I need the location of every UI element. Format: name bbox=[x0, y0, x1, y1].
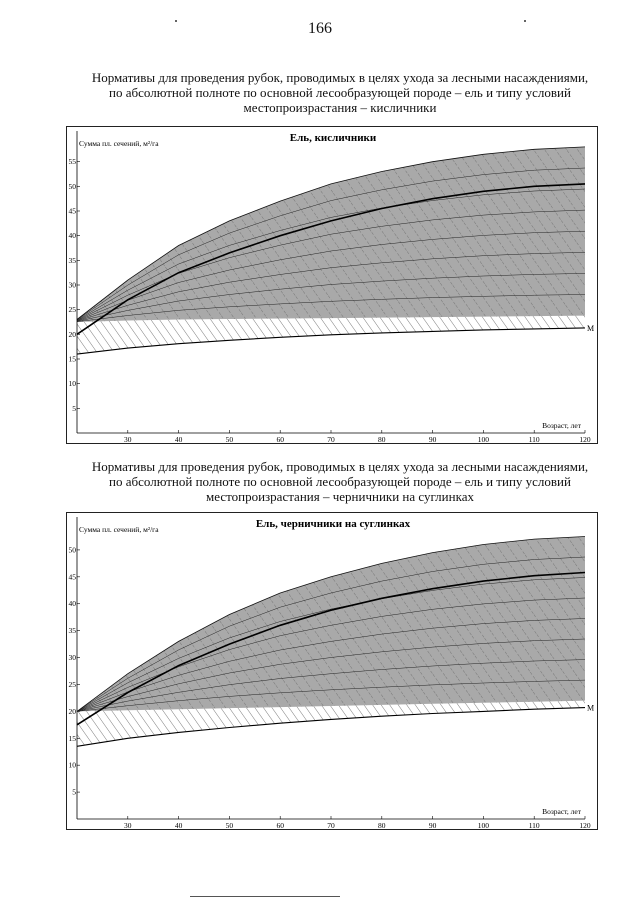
x-tick-label: 50 bbox=[225, 821, 234, 830]
x-tick-label: 120 bbox=[579, 435, 591, 444]
y-tick-label: 35 bbox=[68, 255, 76, 265]
x-tick-label: 80 bbox=[378, 435, 386, 444]
y-axis-label: Сумма пл. сечений, м²/га bbox=[79, 139, 159, 148]
x-tick-label: 70 bbox=[327, 435, 335, 444]
chart-spruce-oxalis bbox=[66, 126, 598, 444]
y-tick-label: 5 bbox=[72, 787, 76, 797]
caption-line: Нормативы для проведения рубок, проводимых в целях ухода за лесными насаждениями, bbox=[91, 459, 589, 474]
y-tick-label: 15 bbox=[68, 733, 76, 743]
x-axis-label: Возраст, лет bbox=[542, 421, 581, 430]
caption-line: по абсолютной полноте по основной лесообразующей породе – ель и типу условий bbox=[109, 85, 571, 100]
x-tick-label: 100 bbox=[477, 435, 490, 444]
y-tick-label: 30 bbox=[68, 280, 76, 290]
y-tick-label: 40 bbox=[68, 231, 76, 241]
y-tick-label: 35 bbox=[68, 626, 76, 636]
chart-title: Ель, черничники на суглинках bbox=[255, 518, 411, 530]
y-tick-label: 30 bbox=[68, 653, 76, 663]
caption-line: по абсолютной полноте по основной лесообразующей породе – ель и типу условий bbox=[109, 474, 571, 489]
y-tick-label: 45 bbox=[68, 572, 76, 582]
x-tick-label: 100 bbox=[477, 821, 490, 830]
x-tick-label: 110 bbox=[528, 435, 540, 444]
x-tick-label: 70 bbox=[327, 821, 335, 830]
x-tick-label: 50 bbox=[225, 435, 234, 444]
chart-2-caption bbox=[60, 459, 620, 504]
marker-label-m: М bbox=[587, 703, 595, 713]
marker-label-m: М bbox=[587, 323, 595, 333]
caption-line: местопроизрастания – кисличники bbox=[243, 100, 437, 115]
x-tick-label: 60 bbox=[276, 435, 284, 444]
scan-edge-line bbox=[190, 896, 340, 897]
chart-title: Ель, кисличники bbox=[289, 132, 377, 144]
x-tick-label: 30 bbox=[124, 821, 132, 830]
x-tick-label: 120 bbox=[579, 821, 591, 830]
grey-region-hatch bbox=[77, 537, 585, 712]
y-tick-label: 25 bbox=[68, 679, 76, 689]
caption-line: местопроизрастания – черничники на суглинках bbox=[206, 489, 474, 504]
y-tick-label: 55 bbox=[68, 157, 76, 167]
y-tick-label: 20 bbox=[68, 329, 76, 339]
x-tick-label: 40 bbox=[174, 821, 183, 830]
x-tick-label: 40 bbox=[174, 435, 183, 444]
x-tick-label: 110 bbox=[528, 821, 540, 830]
chart-svg bbox=[67, 127, 599, 445]
y-tick-label: 45 bbox=[68, 206, 76, 216]
y-tick-label: 20 bbox=[68, 706, 76, 716]
y-tick-label: 15 bbox=[68, 354, 76, 364]
chart-svg bbox=[67, 513, 599, 831]
y-tick-label: 25 bbox=[68, 305, 76, 315]
page-number: 166 bbox=[308, 20, 332, 37]
caption-line: Нормативы для проведения рубок, проводимых в целях ухода за лесными насаждениями, bbox=[91, 70, 589, 85]
x-tick-label: 80 bbox=[378, 821, 386, 830]
x-tick-label: 90 bbox=[428, 435, 437, 444]
chart-spruce-bilberry-loam bbox=[66, 512, 598, 830]
y-tick-label: 10 bbox=[68, 379, 76, 389]
y-axis-label: Сумма пл. сечений, м²/га bbox=[79, 525, 159, 534]
x-axis-label: Возраст, лет bbox=[542, 807, 581, 816]
y-tick-label: 10 bbox=[68, 760, 76, 770]
y-tick-label: 50 bbox=[68, 545, 76, 555]
x-tick-label: 60 bbox=[276, 821, 284, 830]
x-tick-label: 30 bbox=[124, 435, 132, 444]
y-tick-label: 40 bbox=[68, 599, 76, 609]
chart-1-caption bbox=[60, 70, 620, 115]
y-tick-label: 50 bbox=[68, 181, 76, 191]
x-tick-label: 90 bbox=[428, 821, 437, 830]
y-tick-label: 5 bbox=[72, 403, 76, 413]
